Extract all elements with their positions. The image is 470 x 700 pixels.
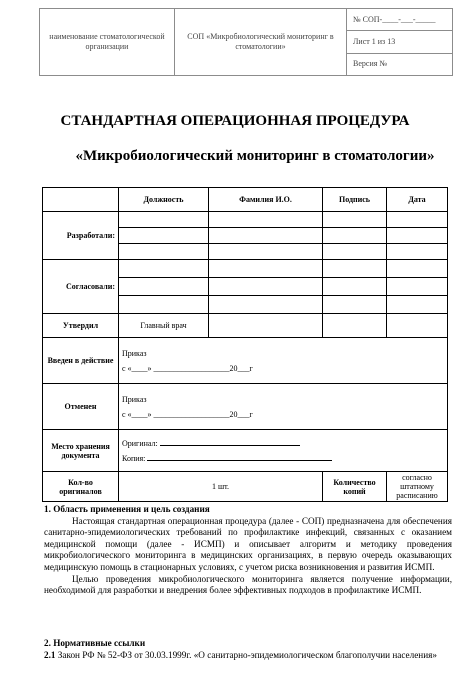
copies-value: согласно штатному расписанию (387, 472, 448, 502)
cancelled-order (119, 384, 448, 430)
cancelled-label: Отменен (43, 384, 119, 430)
cell (209, 314, 323, 338)
copy-line (122, 454, 444, 463)
originals-count: 1 шт. (119, 472, 323, 502)
cell (119, 212, 209, 228)
cell (119, 244, 209, 260)
section-1 (44, 504, 452, 597)
copy-blank (147, 460, 332, 461)
order-label: Приказ (122, 348, 147, 358)
cell (209, 212, 323, 228)
sop-number: № СОП-____-___-_____ (347, 9, 453, 31)
col-date: Дата (387, 188, 448, 212)
section-2 (44, 638, 452, 661)
table-header-row (43, 188, 448, 212)
version-number: Версия № (347, 53, 453, 75)
original-blank (160, 445, 300, 446)
section-1-para-1: Настоящая стандартная операционная процедура (далее - СОП) предназначена для обеспечения санитарно-эпидемиологических требований по профилактике инфекций, связанных с оказанием медицинской помощи (далее - ИСМП) и описывает алгоритм и методику проведения микробиологического мониторинга в медицинских организациях, в первую очередь оказывающих медицинскую помощь в стационарных условиях, с учетом риска возникновения и развития ИСМП. (44, 515, 452, 572)
registration-table (42, 187, 448, 502)
order-date-line: с «____» ___________________20___г (122, 409, 253, 419)
section-1-heading: 1. Область применения и цель создания (44, 504, 210, 514)
originals-count-label: Кол-во оригиналов (43, 472, 119, 502)
sheet-number: Лист 1 из 13 (347, 31, 453, 53)
cell (387, 260, 448, 278)
cell (119, 278, 209, 296)
org-name: наименование стоматологической организации (49, 32, 165, 51)
section-1-para-2: Целью проведения микробиологического мониторинга является получение информации, необходимой для разработки и внедрения более эффективных подходов в профилактике ИСМП. (44, 573, 452, 596)
sop-title: СОП «Микробиологический мониторинг в стоматологии» (187, 32, 334, 51)
section-2-heading: 2. Нормативные ссылки (44, 638, 146, 648)
section-2-item (44, 650, 452, 662)
cell (387, 244, 448, 260)
item-text: Закон РФ № 52-ФЗ от 30.03.1999г. «О санитарно-эпидемиологическом благополучии населения» (55, 649, 437, 660)
cell (387, 212, 448, 228)
cell (323, 260, 387, 278)
cell (387, 296, 448, 314)
cell (387, 278, 448, 296)
org-name-cell (40, 9, 175, 76)
storage-values (119, 430, 448, 472)
approved-label: Утвердил (43, 314, 119, 338)
original-label: Оригинал: (122, 438, 158, 448)
copies-count-label: Количество копий (323, 472, 387, 502)
approved-position: Главный врач (119, 314, 209, 338)
cell (209, 296, 323, 314)
col-position: Должность (119, 188, 209, 212)
storage-label: Место хранения документа (43, 430, 119, 472)
cell (209, 278, 323, 296)
order-label: Приказ (122, 394, 147, 404)
cell (209, 244, 323, 260)
cell (387, 228, 448, 244)
original-line (122, 439, 444, 448)
introduced-order (119, 338, 448, 384)
sop-title-cell (175, 9, 347, 76)
cell (119, 260, 209, 278)
introduced-label: Введен в действие (43, 338, 119, 384)
col-name: Фамилия И.О. (209, 188, 323, 212)
document-subtitle: «Микробиологический мониторинг в стоматологии» (75, 148, 435, 164)
agreed-label: Согласовали: (43, 260, 119, 314)
cell (209, 228, 323, 244)
cell (119, 296, 209, 314)
cell (323, 278, 387, 296)
cell (323, 296, 387, 314)
document-title: СТАНДАРТНАЯ ОПЕРАЦИОННАЯ ПРОЦЕДУРА (60, 113, 410, 129)
copy-label: Копия: (122, 453, 146, 463)
cell (209, 260, 323, 278)
cell (323, 314, 387, 338)
cell (323, 244, 387, 260)
col-signature: Подпись (323, 188, 387, 212)
cell (323, 212, 387, 228)
cell (119, 228, 209, 244)
order-date-line: с «____» ___________________20___г (122, 363, 253, 373)
cell (323, 228, 387, 244)
cell (387, 314, 448, 338)
document-header (39, 8, 453, 76)
item-number: 2.1 (44, 649, 56, 660)
empty-cell (43, 188, 119, 212)
developed-label: Разработали: (43, 212, 119, 260)
